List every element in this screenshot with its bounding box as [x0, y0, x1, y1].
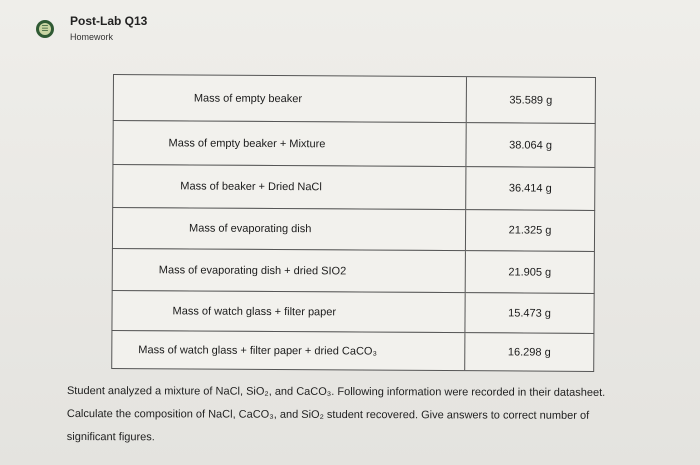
table-row: [112, 207, 595, 252]
table-row: [111, 330, 594, 372]
row-label: Mass of beaker + Dried NaCl: [180, 180, 322, 194]
table-row: [113, 74, 596, 124]
row-value: 16.298 g: [464, 333, 593, 371]
question-line: significant figures.: [66, 430, 155, 444]
assignment-list-icon-glyph: ☰: [39, 23, 51, 35]
table-row: [111, 290, 594, 334]
question-line: Calculate the composition of NaCl, CaCO₃, and SiO₂ student recovered. Give answers to correct number of: [66, 407, 590, 422]
row-label: Mass of evaporating dish + dried SIO2: [158, 263, 347, 277]
table-row: [112, 248, 595, 294]
row-value: 36.414 g: [465, 167, 594, 210]
row-value: 35.589 g: [466, 77, 595, 123]
row-label: Mass of empty beaker: [193, 91, 303, 105]
assignment-list-icon[interactable]: [36, 20, 54, 38]
row-label: Mass of evaporating dish: [189, 222, 312, 236]
row-value: 21.325 g: [465, 210, 594, 251]
mass-data-table: [111, 74, 596, 372]
assignment-type: Homework: [70, 32, 114, 42]
row-value: 21.905 g: [465, 251, 594, 293]
question-text: [67, 380, 667, 451]
row-label: Mass of watch glass + filter paper: [172, 304, 337, 318]
row-label: Mass of watch glass + filter paper + dried CaCO₃: [138, 343, 377, 358]
table-row: [112, 164, 595, 211]
assignment-title: Post-Lab Q13: [70, 14, 148, 28]
table-row: [112, 120, 595, 168]
row-label: Mass of empty beaker + Mixture: [168, 136, 326, 150]
row-value: 38.064 g: [465, 123, 594, 167]
row-value: 15.473 g: [464, 293, 593, 333]
question-line: Student analyzed a mixture of NaCl, SiO₂, and CaCO₃. Following information were recorded in their datasheet.: [66, 384, 606, 399]
